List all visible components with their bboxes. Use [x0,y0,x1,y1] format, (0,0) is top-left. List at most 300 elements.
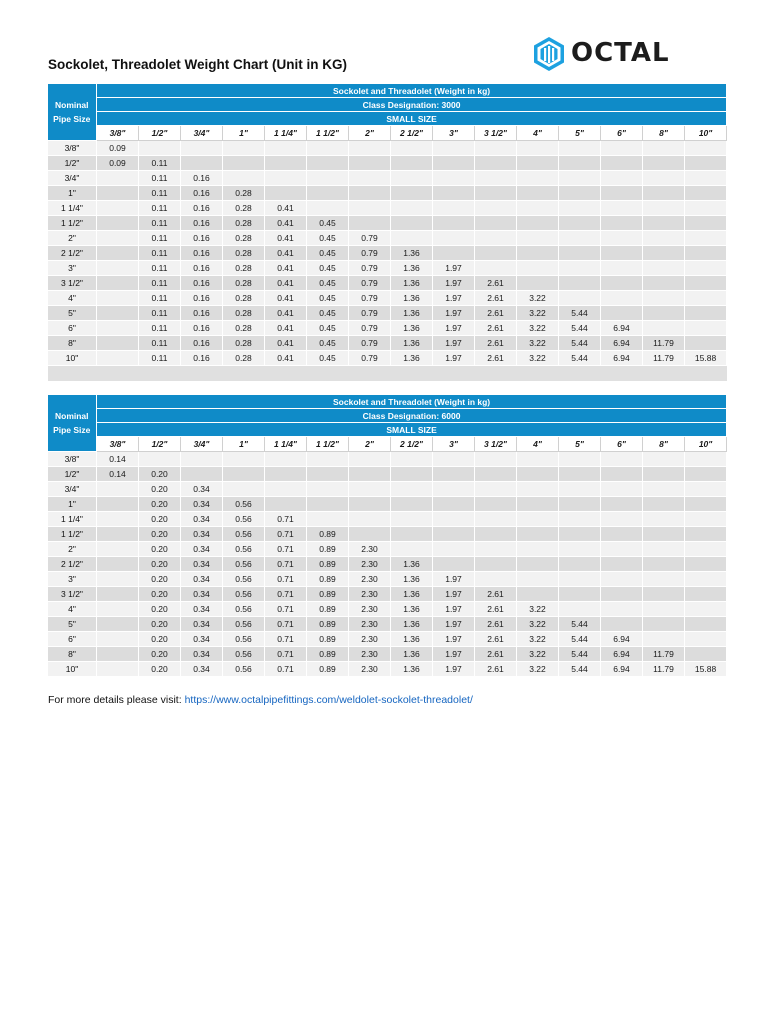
weight-cell [643,186,685,201]
row-size-label: 3" [48,261,97,276]
weight-cell [433,542,475,557]
weight-cell [97,557,139,572]
weight-cell: 3.22 [517,351,559,366]
weight-cell [643,246,685,261]
table-row [48,156,727,171]
weight-cell: 0.41 [265,201,307,216]
weight-cell: 2.61 [475,617,517,632]
row-size-label: 1 1/2" [48,527,97,542]
weight-cell [517,246,559,261]
weight-cell [601,246,643,261]
weight-cell [559,527,601,542]
weight-cell: 0.71 [265,572,307,587]
weight-cell: 0.79 [349,321,391,336]
row-size-label: 8" [48,647,97,662]
table-row [48,617,727,632]
weight-cell: 0.89 [307,542,349,557]
weight-cell [307,156,349,171]
weight-cell [391,512,433,527]
weight-cell: 2.61 [475,321,517,336]
column-header: 1 1/4" [265,126,307,141]
weight-cell [307,497,349,512]
weight-cell: 3.22 [517,662,559,677]
weight-cell: 2.30 [349,572,391,587]
weight-cell [265,156,307,171]
weight-cell [349,156,391,171]
weight-cell [391,527,433,542]
weight-cell: 0.41 [265,231,307,246]
row-size-label: 1 1/4" [48,512,97,527]
weight-cell [685,647,727,662]
row-size-label: 6" [48,321,97,336]
weight-cell [97,527,139,542]
weight-cell: 0.16 [181,231,223,246]
weight-cell [685,186,727,201]
weight-cell [643,156,685,171]
weight-cell: 0.28 [223,351,265,366]
column-header: 10" [685,126,727,141]
weight-cell: 0.89 [307,527,349,542]
weight-cell [559,231,601,246]
table-footer-band [48,366,727,382]
table-row [48,452,727,467]
row-size-label: 3/8" [48,141,97,156]
table-row [48,291,727,306]
weight-cell: 0.34 [181,572,223,587]
weight-cell [601,617,643,632]
weight-cell: 0.71 [265,632,307,647]
weight-cell [559,542,601,557]
weight-cell: 0.16 [181,291,223,306]
weight-cell [601,306,643,321]
weight-cell: 6.94 [601,336,643,351]
row-size-label: 5" [48,617,97,632]
weight-cell [307,452,349,467]
row-size-label: 10" [48,351,97,366]
table-row [48,527,727,542]
weight-cell [517,572,559,587]
weight-cell [643,557,685,572]
weight-cell: 1.36 [391,291,433,306]
weight-cell [265,497,307,512]
weight-cell [97,542,139,557]
weight-cell: 0.89 [307,602,349,617]
weight-cell [475,572,517,587]
weight-cell [475,186,517,201]
weight-cell: 0.34 [181,482,223,497]
weight-cell: 0.45 [307,276,349,291]
weight-cell: 2.61 [475,602,517,617]
weight-cell [223,141,265,156]
weight-cell: 0.16 [181,246,223,261]
weight-cell: 1.97 [433,602,475,617]
weight-cell [559,467,601,482]
weight-cell: 0.16 [181,351,223,366]
details-link[interactable]: https://www.octalpipefittings.com/weldolet-sockolet-threadolet/ [184,694,473,706]
weight-cell: 2.61 [475,336,517,351]
column-header: 3/8" [97,126,139,141]
weight-cell [601,201,643,216]
weight-cell: 1.97 [433,662,475,677]
weight-cell [643,141,685,156]
weight-cell: 0.45 [307,291,349,306]
weight-cell [265,452,307,467]
weight-cell: 0.45 [307,216,349,231]
column-header: 2" [349,437,391,452]
weight-cell [643,542,685,557]
column-header: 3 1/2" [475,437,517,452]
weight-cell [97,662,139,677]
weight-cell: 5.44 [559,647,601,662]
table-header: Sockolet and Threadolet (Weight in kg) [97,395,727,409]
weight-cell: 0.16 [181,336,223,351]
weight-cell: 1.97 [433,632,475,647]
weight-cell [643,497,685,512]
weight-cell [643,452,685,467]
weight-cell [559,482,601,497]
weight-cell: 1.97 [433,306,475,321]
weight-cell [349,527,391,542]
weight-cell: 5.44 [559,617,601,632]
row-size-label: 3/8" [48,452,97,467]
row-size-label: 1 1/2" [48,216,97,231]
weight-cell: 0.14 [97,467,139,482]
table-row [48,306,727,321]
weight-cell [517,216,559,231]
weight-cell [685,321,727,336]
table-row [48,141,727,156]
footer-note [48,694,473,706]
logo-text: OCTAL [571,38,670,68]
weight-cell [349,467,391,482]
weight-cell [643,291,685,306]
weight-cell [97,306,139,321]
weight-cell [265,482,307,497]
weight-cell [517,261,559,276]
weight-cell [97,246,139,261]
weight-cell: 0.34 [181,557,223,572]
weight-cell: 2.30 [349,587,391,602]
weight-cell [349,186,391,201]
row-size-label: 3/4" [48,171,97,186]
weight-cell [391,216,433,231]
weight-cell: 0.79 [349,306,391,321]
weight-cell: 0.89 [307,617,349,632]
weight-cell: 1.97 [433,617,475,632]
column-header: 2 1/2" [391,437,433,452]
column-header: 6" [601,126,643,141]
weight-cell [475,201,517,216]
weight-cell: 0.34 [181,512,223,527]
weight-cell [97,647,139,662]
table-row [48,557,727,572]
table-row [48,246,727,261]
weight-cell [265,141,307,156]
weight-cell [685,231,727,246]
weight-cell [685,246,727,261]
weight-cell: 5.44 [559,351,601,366]
weight-cell: 0.41 [265,261,307,276]
weight-cell: 0.41 [265,216,307,231]
weight-cell: 0.56 [223,632,265,647]
weight-cell: 3.22 [517,321,559,336]
weight-cell: 1.97 [433,572,475,587]
weight-cell [97,171,139,186]
weight-cell [601,587,643,602]
weight-cell [223,171,265,186]
weight-cell [97,572,139,587]
weight-cell [97,216,139,231]
weight-cell [601,261,643,276]
weight-cell [559,452,601,467]
weight-cell: 0.28 [223,321,265,336]
weight-cell [559,602,601,617]
weight-cell: 0.16 [181,321,223,336]
row-size-label: 3/4" [48,482,97,497]
weight-cell [349,512,391,527]
weight-cell: 1.36 [391,261,433,276]
weight-cell: 0.20 [139,497,181,512]
weight-cell [559,141,601,156]
weight-cell: 0.34 [181,587,223,602]
weight-cell [559,201,601,216]
weight-cell: 2.61 [475,632,517,647]
weight-cell: 0.41 [265,291,307,306]
weight-cell [517,542,559,557]
weight-cell: 3.22 [517,306,559,321]
class-designation: Class Designation: 3000 [97,98,727,112]
weight-cell [601,527,643,542]
row-size-label: 2 1/2" [48,246,97,261]
weight-cell: 1.36 [391,662,433,677]
weight-cell: 0.56 [223,617,265,632]
weight-cell: 0.34 [181,527,223,542]
weight-cell: 1.97 [433,276,475,291]
weight-cell: 6.94 [601,321,643,336]
table-row [48,512,727,527]
weight-cell [349,216,391,231]
weight-cell [97,482,139,497]
weight-cell: 0.71 [265,617,307,632]
weight-cell: 0.45 [307,351,349,366]
table-header: Sockolet and Threadolet (Weight in kg) [97,84,727,98]
weight-cell [601,276,643,291]
weight-cell [433,497,475,512]
weight-cell: 0.34 [181,632,223,647]
weight-cell: 0.16 [181,261,223,276]
weight-cell [517,467,559,482]
weight-cell: 0.45 [307,231,349,246]
weight-cell [349,452,391,467]
weight-cell [559,557,601,572]
weight-cell [685,482,727,497]
nominal-pipe-size-header: Nominal Pipe Size [48,84,97,141]
weight-cell: 0.56 [223,647,265,662]
row-size-label: 4" [48,602,97,617]
column-header: 8" [643,437,685,452]
weight-cell: 0.20 [139,647,181,662]
weight-cell: 0.71 [265,512,307,527]
weight-cell [559,186,601,201]
weight-cell: 0.11 [139,156,181,171]
column-header: 5" [559,126,601,141]
weight-cell: 1.97 [433,321,475,336]
weight-cell [559,156,601,171]
weight-cell [265,186,307,201]
column-header: 5" [559,437,601,452]
weight-cell: 2.30 [349,557,391,572]
weight-cell: 0.28 [223,306,265,321]
weight-cell [433,467,475,482]
table-row [48,171,727,186]
weight-cell [349,201,391,216]
weight-cell [685,542,727,557]
weight-cell [559,291,601,306]
weight-cell [97,276,139,291]
weight-cell: 0.11 [139,261,181,276]
weight-cell [307,467,349,482]
weight-cell: 6.94 [601,632,643,647]
weight-cell [685,467,727,482]
page-title: Sockolet, Threadolet Weight Chart (Unit in KG) [48,57,348,72]
weight-cell: 0.56 [223,557,265,572]
weight-cell [601,156,643,171]
weight-cell: 15.88 [685,662,727,677]
weight-cell: 0.20 [139,467,181,482]
weight-cell: 0.89 [307,662,349,677]
weight-cell: 0.20 [139,587,181,602]
weight-cell: 0.56 [223,602,265,617]
weight-cell: 0.56 [223,662,265,677]
row-size-label: 2" [48,231,97,246]
row-size-label: 1 1/4" [48,201,97,216]
row-size-label: 2 1/2" [48,557,97,572]
weight-cell [223,452,265,467]
column-header: 6" [601,437,643,452]
weight-cell [223,156,265,171]
row-size-label: 3 1/2" [48,276,97,291]
weight-cell: 0.11 [139,201,181,216]
weight-cell: 2.30 [349,662,391,677]
weight-cell: 3.22 [517,647,559,662]
weight-cell: 2.61 [475,587,517,602]
weight-cell [601,231,643,246]
weight-cell [181,452,223,467]
weight-cell [685,497,727,512]
weight-cell [643,467,685,482]
weight-cell: 0.11 [139,216,181,231]
weight-cell: 15.88 [685,351,727,366]
weight-cell: 0.56 [223,527,265,542]
weight-cell: 0.56 [223,512,265,527]
weight-cell [265,171,307,186]
weight-cell [601,186,643,201]
weight-cell: 2.30 [349,632,391,647]
weight-cell [517,557,559,572]
weight-cell: 3.22 [517,602,559,617]
column-header: 1/2" [139,437,181,452]
weight-cell: 0.20 [139,542,181,557]
weight-cell: 0.11 [139,186,181,201]
weight-cell: 0.11 [139,246,181,261]
weight-cell [517,231,559,246]
weight-cell [517,141,559,156]
weight-cell [685,617,727,632]
weight-cell: 0.28 [223,216,265,231]
weight-cell: 0.28 [223,291,265,306]
weight-cell [475,557,517,572]
class-designation: Class Designation: 6000 [97,409,727,423]
weight-cell [643,572,685,587]
weight-cell [559,261,601,276]
weight-cell [559,276,601,291]
weight-cell: 5.44 [559,632,601,647]
weight-cell [307,186,349,201]
weight-cell: 6.94 [601,647,643,662]
weight-cell [97,186,139,201]
table-row [48,602,727,617]
row-size-label: 6" [48,632,97,647]
weight-cell [643,587,685,602]
octal-hex-logo-icon [531,36,567,72]
weight-cell: 3.22 [517,617,559,632]
weight-cell: 5.44 [559,662,601,677]
weight-cell: 11.79 [643,662,685,677]
row-size-label: 4" [48,291,97,306]
weight-cell [391,542,433,557]
weight-cell: 11.79 [643,647,685,662]
weight-cell [643,276,685,291]
weight-cell [601,482,643,497]
weight-cell [475,231,517,246]
weight-cell [685,291,727,306]
weight-cell: 0.11 [139,306,181,321]
weight-cell [685,587,727,602]
weight-cell [475,512,517,527]
weight-cell [223,482,265,497]
weight-cell [517,482,559,497]
weight-cell [517,587,559,602]
weight-cell: 0.89 [307,632,349,647]
weight-cell: 1.36 [391,321,433,336]
weight-cell [181,156,223,171]
weight-cell [517,276,559,291]
weight-cell [475,452,517,467]
weight-cell: 2.30 [349,542,391,557]
weight-cell: 2.61 [475,291,517,306]
footer-prefix: For more details please visit: [48,694,185,706]
table-row [48,467,727,482]
weight-cell: 2.61 [475,662,517,677]
weight-cell: 0.14 [97,452,139,467]
weight-cell: 0.20 [139,602,181,617]
weight-cell [601,291,643,306]
row-size-label: 10" [48,662,97,677]
weight-cell [307,141,349,156]
weight-cell: 1.97 [433,291,475,306]
column-header: 3/8" [97,437,139,452]
weight-cell [433,186,475,201]
weight-cell [475,171,517,186]
weight-cell [433,216,475,231]
size-label: SMALL SIZE [97,112,727,126]
column-header: 3" [433,126,475,141]
weight-cell [601,602,643,617]
weight-cell: 0.20 [139,632,181,647]
table-row [48,351,727,366]
weight-cell [97,602,139,617]
weight-cell: 0.41 [265,276,307,291]
